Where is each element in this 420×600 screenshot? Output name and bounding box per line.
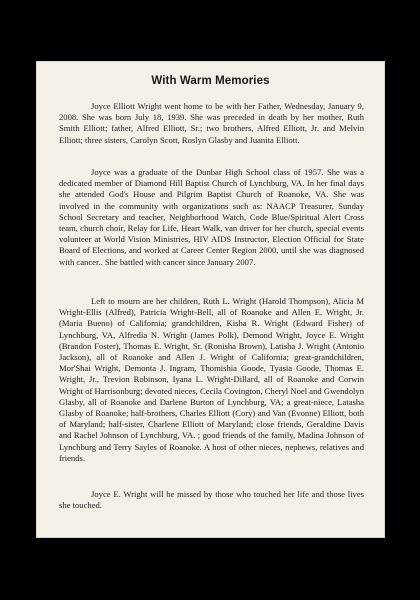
memorial-page bbox=[36, 61, 385, 538]
paragraph-survivors: Left to mourn are her children, Ruth L. Wright (Harold Thompson), Alicia M Wright-Ellis (Alfred), Patricia Wright-Bell, all of Roanoke and Allen E. Wright, Jr. (Maria Bueno) of California; grandchildren, Kisha R. Wright (Edward Fisher) of Lynchburg, VA, Alfredia N. Wright (James Polk), Demond Wright, Joyce E. Wright (Brandon Foster), Thomas E. Wright, Sr. (Ronisha Brown), Latisha J. Wright (Antonio Jackson), all of Roanoke and Allen J. Wright of California; great-grandchildren, Mor'Shai Wright, Demonta J. Ingram, Thomishia Goode, Tyasia Goode, Thomas E. Wright, Jr., Trevion Robinson, Iyana L. Wright-Dillard, all of Roanoke and Corwin Wright of Harrisonburg; devoted nieces, Cecila Covington, Cheryl Noel and Gwendolyn Glasby, all of Roanoke and Darlene Burton of Lynchburg, VA; a great-niece, Latasha Glasby of Roanoke; half-brothers, Charles Elliott (Cory) and Van (Evonne) Elliott, both of Maryland; half-sister, Charlene Elliott of Maryland; close friends, Geraldine Davis and Rachel Johnson of Lynchburg, VA. ; good friends of the family, Madina Johnson of Lynchburg and Terry Sayles of Roanoke. A host of other nieces, nephews, relatives and friends. bbox=[59, 296, 364, 463]
paragraph-closing: Joyce E. Wright will be missed by those who touched her life and those lives she touched. bbox=[59, 489, 364, 511]
paragraph-passing: Joyce Elliott Wright went home to be with her Father, Wednesday, January 9, 2008. She was born July 18, 1939. She was preceded in death by her mother, Ruth Smith Elliott; father, Alfred Elliott, Sr.; two brothers, Alfred Elliott, Jr. and Melvin Elliott; three sisters, Carolyn Scott, Roslyn Glasby and Juanita Elliott. bbox=[59, 101, 364, 145]
page-title: With Warm Memories bbox=[151, 75, 270, 87]
paragraph-life: Joyce was a graduate of the Dunbar High School class of 1957. She was a dedicated member of Diamond Hill Baptist Church of Lynchburg, VA. In her final days she attended God's House and Pilgrim Baptist Church of Roanoke, VA. She was involved in the community with organizations such as: NAACP Treasurer, Sunday School Secretary and teacher, Neighborhood Watch, Code Blue/Spiritual Alert Cross team, church choir, Relay for Life, Heart Walk, van driver for her church, special events volunteer at World Vision Ministries, HIV AIDS Instructor, Election Official for State Board of Elections, and worked at Career Center Region 2000, until she was diagnosed with cancer.. She battled with cancer since January 2007. bbox=[59, 167, 364, 267]
